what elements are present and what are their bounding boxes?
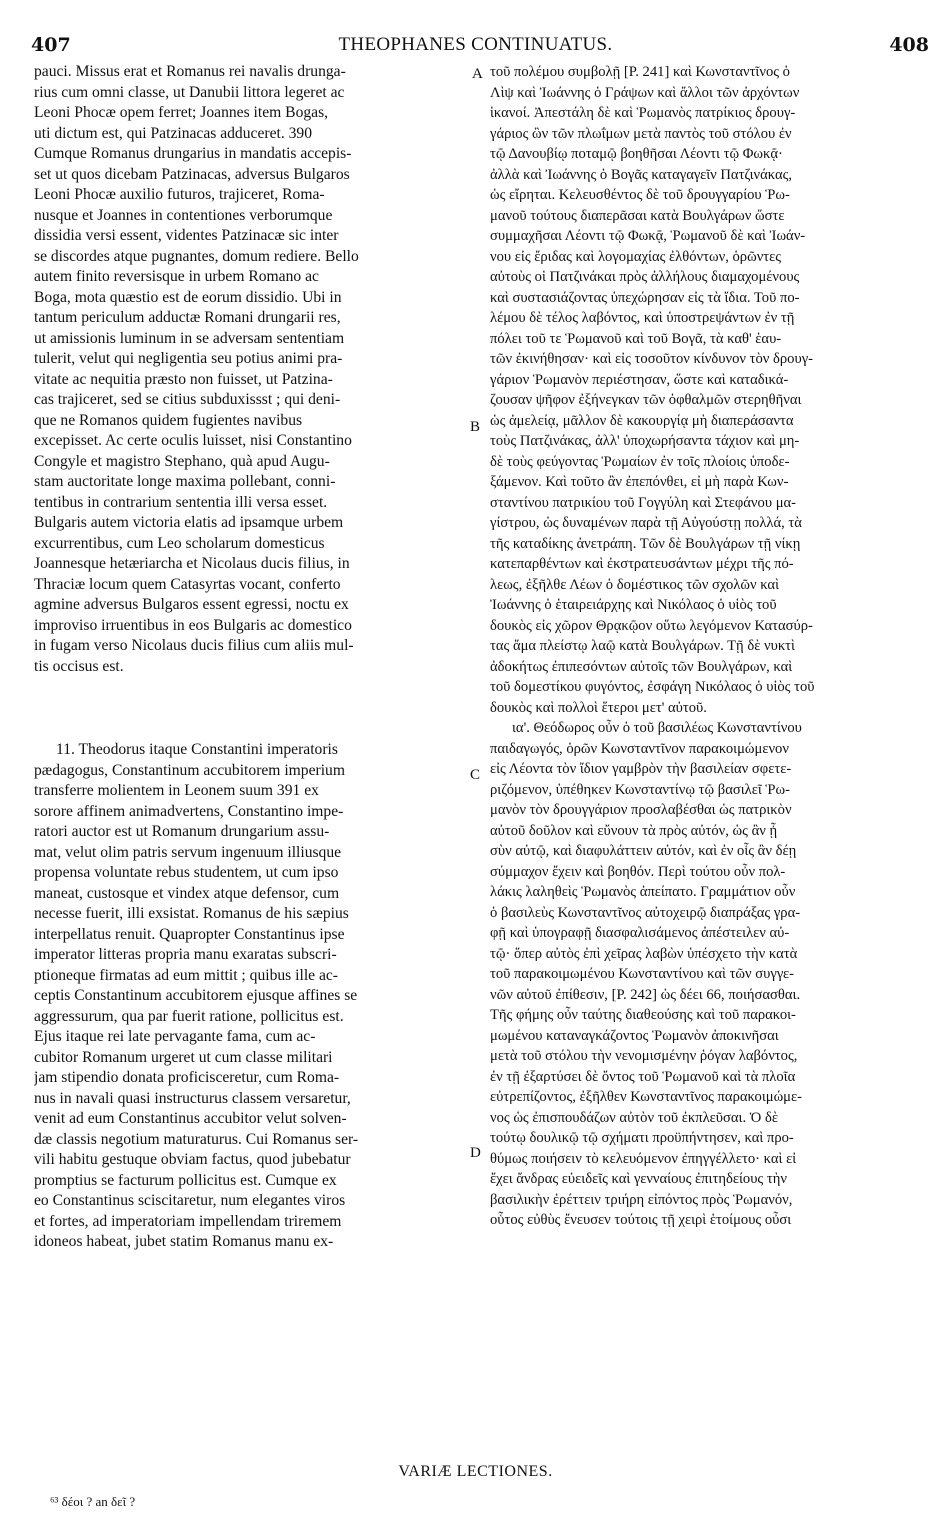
latin-text-line: sorore affinem animadvertens, Constantino impe- xyxy=(34,802,344,820)
greek-text-line: συμμαχῆσαι Λέοντι τῷ Φωκᾷ, Ῥωμανοῦ δὲ καὶ Ἰωάν- xyxy=(490,228,806,244)
latin-text-line: tantum periculum adductæ Romani drungarii res, xyxy=(34,309,341,326)
greek-text-line: τῆς καταδίκης ἀνετράπη. Τῶν δὲ Βουλγάρων τῇ νίκῃ xyxy=(490,535,801,552)
greek-text-line: τας ἅμα πλείστῳ λαῷ κατὰ Βουλγάρων. Τῇ δὲ νυκτὶ xyxy=(490,638,795,654)
greek-text-line: παιδαγωγός, ὁρῶν Κωνσταντῖνον παρακοιμώμενον xyxy=(490,740,789,757)
greek-text-line: ἀλλὰ καὶ Ἰωάννης ὁ Βογᾶς καταγαγεῖν Πατζινάκας, xyxy=(490,166,793,183)
latin-text-line: se discordes atque pugnantes, domum rediere. Bello xyxy=(34,247,359,265)
greek-text-line: θύμως ποιήσειν τὸ κελευόμενον ἐπηγγέλλετο· καὶ εἰ xyxy=(490,1150,797,1167)
latin-text-line: dissidia versi essent, videntes Patzinacæ sic inter xyxy=(34,227,339,244)
latin-text-line: que ne Romanos quidem fugientes navibus xyxy=(34,411,303,429)
greek-text-line: μετὰ τοῦ στόλου τὴν νενομισμένην ῥόγαν λαβόντος, xyxy=(490,1048,798,1064)
latin-text-line: cubitor Romanum urgeret ut cum classe militari xyxy=(34,1048,333,1066)
greek-text-line: γάριον Ῥωμανὸν περιέστησαν, ὥστε καὶ καταδικά- xyxy=(490,371,789,388)
greek-text-line: σταντίνου πατρικίου τοῦ Γογγύλη καὶ Στεφάνου μα- xyxy=(490,494,797,511)
footnote: ⁶³ δέοι ? an δεῖ ? xyxy=(50,1494,136,1509)
latin-text-line: dæ classis negotium maturaturus. Cui Romanus ser- xyxy=(34,1130,359,1148)
latin-text-line: pædagogus, Constantinum accubitorem imperium xyxy=(34,761,345,779)
latin-text-line: propensa voluntate rebus studentem, ut cum ipso xyxy=(34,864,339,881)
latin-text-line: transferre molientem in Leonem suum 391 ex xyxy=(34,782,319,799)
latin-text-line: autem finito reversisque in urbem Romano ac xyxy=(34,268,319,285)
latin-text-line: Ejus itaque rei late pervagante fama, cum ac- xyxy=(34,1028,316,1045)
latin-text-line: in fugam verso Nicolaus ducis filius cum aliis mul- xyxy=(34,637,354,654)
margin-letter-b: B xyxy=(470,419,481,435)
greek-text-line: οὗτος εὐθὺς ἔνευσεν τούτοις τῇ χειρὶ ἑτοίμους οὖσι xyxy=(490,1212,792,1228)
latin-text-line: imperator litteras propria manu exaratas subscri- xyxy=(34,946,337,963)
latin-text-line: interpellatus renuit. Quapropter Constantinus ipse xyxy=(34,925,345,943)
latin-text-line: cas trajiceret, sed se citius subduxissst ; qui deni- xyxy=(34,391,341,408)
greek-text-line: ἱκανοί. Ἀπεστάλη δὲ καὶ Ῥωμανὸς πατρίκιος δρουγ- xyxy=(490,105,796,121)
latin-text-line: excurrentibus, cum Leo scholarum domesticus xyxy=(34,534,325,552)
greek-text-line: ἐν τῇ ἐξαρτύσει δὲ ὄντος τοῦ Ῥωμανοῦ καὶ τὰ πλοῖα xyxy=(490,1068,796,1085)
greek-text-line: τοῦ πολέμου συμβολῇ [P. 241] καὶ Κωνσταντῖνος ὁ xyxy=(490,64,790,80)
greek-text-line: τούτῳ δουλικῷ τῷ σχήματι προϋπήντησεν, καὶ προ- xyxy=(490,1130,794,1146)
latin-text-line: Bulgaris autem victoria elatis ad ipsamque urbem xyxy=(34,514,344,531)
greek-text-line: ὡς ἀμελείᾳ, μᾶλλον δὲ κακουργίᾳ μὴ διαπεράσαντα xyxy=(490,412,794,429)
greek-text-line: σὺν αὐτῷ, καὶ διαφυλάττειν αὐτόν, καὶ ἐν οἷς ἂν δέῃ xyxy=(490,843,797,859)
greek-text-line: νου εἰς ἔριδας καὶ λογομαχίας ἐλθόντων, ὁρῶντες xyxy=(490,248,782,265)
section-gap xyxy=(34,677,466,740)
latin-text-line: set ut quos dicebam Patzinacas, adversus Bulgaros xyxy=(34,165,350,183)
latin-text-line: nusque et Joannes in contentiones verborumque xyxy=(34,206,333,224)
latin-text-line: improviso irruentibus in eos Bulgaris ac domestico xyxy=(34,616,352,634)
greek-text-line: δουκὸς καὶ πολλοὶ ἕτεροι μετ' αὐτοῦ. xyxy=(490,699,707,716)
margin-letter-c: C xyxy=(470,767,481,783)
greek-text-line: μανὸν τὸν δρουγγάριον προσλαβέσθαι ὡς πατρικὸν xyxy=(490,802,792,818)
greek-text-line: Λὶψ καὶ Ἰωάννης ὁ Γράψων καὶ ἄλλοι τῶν ἀρχόντων xyxy=(490,84,800,101)
latin-text-line: ptioneque firmatas ad eum mittit ; quibus ille ac- xyxy=(34,966,339,984)
latin-text-line: jam stipendio donata proficisceretur, cum Roma- xyxy=(34,1069,340,1086)
latin-column xyxy=(34,62,466,1253)
latin-text-line: et fortes, ad imperatoriam impellendam triremem xyxy=(34,1212,342,1230)
greek-text-line: τοῦ παρακοιμωμένου Κωνσταντίνου καὶ τῶν συγγε- xyxy=(490,966,795,982)
greek-text-line: τῶν ἐκινήθησαν· καὶ εἰς τοσοῦτον κίνδυνον τὸν δρουγ- xyxy=(490,351,814,367)
variae-lectiones-heading: VARIÆ LECTIONES. xyxy=(398,1463,553,1480)
right-page-number: 408 xyxy=(889,34,929,56)
greek-text-line: ια'. Θεόδωρος οὖν ὁ τοῦ βασιλέως Κωνσταντίνου xyxy=(512,720,802,736)
greek-text-line: τοὺς Πατζινάκας, ἀλλ' ὑποχωρήσαντα τάχιον καὶ μη- xyxy=(490,433,800,449)
latin-text-line: nus in navali quasi instructurus classem versaretur, xyxy=(34,1089,351,1107)
greek-text-line: ξάμενον. Καὶ τοῦτο ἂν ἐπεπόνθει, εἰ μὴ παρὰ Κων- xyxy=(490,474,789,490)
latin-text-line: uti dictum est, qui Patzinacas adduceret. 390 xyxy=(34,124,313,142)
greek-text-line: γίστρου, ὡς δυναμένων παρὰ τῇ Αὐγούστῃ πολλά, τὰ xyxy=(490,515,802,531)
greek-text-line: ὁ βασιλεὺς Κωνσταντῖνος αὐτοχειρῷ διαπράξας γρα- xyxy=(490,904,801,921)
latin-text-line: eo Constantinus sciscitaretur, num elegantes viros xyxy=(34,1192,346,1209)
latin-text-line: maneat, custosque et vindex atque defensor, cum xyxy=(34,884,340,902)
greek-text-line: αὐτοῦ δοῦλον καὶ εὔνουν τὰ πρὸς αὐτόν, ὡς ἂν ᾖ xyxy=(490,822,778,839)
greek-text-line: λάκις λαληθεὶς Ῥωμανὸς ἀπείπατο. Γραμμάτιον οὖν xyxy=(490,884,796,900)
greek-text-line: τῷ· ὅπερ αὐτὸς ἐπὶ χεῖρας λαβὼν ὑπέσχετο τὴν κατὰ xyxy=(490,945,798,962)
margin-letter-d: D xyxy=(470,1145,481,1161)
greek-text-line: σύμμαχον ἔχειν καὶ βοηθόν. Περὶ τούτου οὖν πολ- xyxy=(490,863,786,880)
greek-text-line: γάριος ὢν τῶν πλωΐμων μετὰ παντὸς τοῦ στόλου ἐν xyxy=(490,125,792,142)
greek-text-line: βασιλικὴν ἐρέττειν τριήρη εἰπόντος πρὸς Ῥωμανόν, xyxy=(490,1191,793,1208)
latin-text-line: tis occisus est. xyxy=(34,657,124,675)
greek-text-line: λέμου δὲ τέλος λαβόντος, καὶ ὑποστρεψάντων ἐν τῇ xyxy=(490,310,795,326)
latin-text-line: Congyle et magistro Stephano, quà apud Augu- xyxy=(34,452,330,470)
greek-text-line: ριζόμενον, ὑπέθηκεν Κωνσταντίνῳ τῷ βασιλεῖ Ῥω- xyxy=(490,781,791,798)
latin-text-line: idoneos habeat, jubet statim Romanus manu ex- xyxy=(34,1233,334,1250)
greek-text-line: φῇ καὶ ὑπογραφῇ διασφαλισάμενος ἀπέστειλεν αὐ- xyxy=(490,925,790,941)
greek-text-line: λεως, ἐξῆλθε Λέων ὁ δομέστικος τῶν σχολῶν καὶ xyxy=(490,576,780,593)
latin-text-line: pauci. Missus erat et Romanus rei navalis drunga- xyxy=(34,63,346,80)
greek-text-line: μανοῦ τούτους διαπερᾶσαι κατὰ Βουλγάρων ὥστε xyxy=(490,207,785,224)
greek-text-line: ζουσαν ψῆφον ἐξήνεγκαν τῶν ὀφθαλμῶν στερηθῆναι xyxy=(490,392,802,408)
latin-text-line: Joannesque hetæriarcha et Nicolaus ducis filius, in xyxy=(34,555,350,572)
latin-text-line: Boga, mota quæstio est de eorum dissidio. Ubi in xyxy=(34,288,342,306)
greek-text-line: μωμένου καταναγκάζοντος Ῥωμανὸν ἀποκινῆσαι xyxy=(490,1027,779,1044)
latin-text-line: tulerit, velut qui negligentia seu potius animi pra- xyxy=(34,350,343,367)
latin-text-line: agmine adversus Bulgaros essent egressi, noctu ex xyxy=(34,596,349,613)
greek-text-line: τοῦ δομεστίκου φυγόντος, ἐσφάγη Νικόλαος ὁ υἱὸς τοῦ xyxy=(490,679,815,695)
greek-text-line: ὡς εἴρηται. Κελευσθέντος δὲ τοῦ δρουγγαρίου Ῥω- xyxy=(490,187,790,203)
running-header xyxy=(0,34,951,60)
latin-text-line: Leoni Phocæ auxilio futuros, trajiceret, Roma- xyxy=(34,186,325,203)
greek-text-line: αὐτοὺς οἱ Πατζινάκαι πρὸς ἀλλήλους διαμαχομένους xyxy=(490,269,800,285)
margin-letter-a: A xyxy=(472,66,483,82)
greek-text-line: τῷ Δανουβίῳ ποταμῷ βοηθῆσαι Λέοντι τῷ Φωκᾷ· xyxy=(490,146,783,162)
latin-text-line: rius cum omni classe, ut Danubii littora legeret ac xyxy=(34,83,345,101)
latin-text-line: necesse fuerit, illi exsistat. Romanus de his sæpius xyxy=(34,905,349,922)
latin-text-line: Cumque Romanus drungarius in mandatis accepis- xyxy=(34,145,352,162)
latin-text-line: aggressurum, qua par fuerit ratione, pollicitus est. xyxy=(34,1007,344,1025)
latin-text-line: 11. Theodorus itaque Constantini imperatoris xyxy=(56,741,338,758)
latin-text-line: vitate ac nequitia præsto non fuisset, ut Patzina- xyxy=(34,370,333,388)
greek-text-line: ἔχει ἄνδρας εὐειδεῖς καὶ γενναίους ἐπιτηδείους τὴν xyxy=(490,1171,787,1187)
latin-text-line: Thraciæ locum quem Catasyrtas vocant, conferto xyxy=(34,575,341,593)
greek-text-line: νῶν αὐτοῦ ἐπίθεσιν, [P. 242] ὡς δέει 66, ποιήσασθαι. xyxy=(490,986,801,1003)
greek-text-line: καὶ συστασιάζοντας ὑπεχώρησαν εἰς τὰ ἴδια. Τοῦ πο- xyxy=(490,289,800,306)
greek-text-line: νος ὡς ἐπισπουδάζων αὐτὸν τοῦ ἐκπλεῦσαι. Ὁ δὲ xyxy=(490,1109,778,1126)
left-page-number: 407 xyxy=(31,34,71,56)
greek-text-line: πόλει τοῦ τε Ῥωμανοῦ καὶ τοῦ Βογᾶ, τὰ καθ' ἑαυ- xyxy=(490,330,782,347)
greek-text-line: Τῆς φήμης οὖν ταύτης διαθεούσης καὶ τοῦ παρακοι- xyxy=(490,1007,796,1023)
greek-text-line: ἀδοκήτως ἐπιπεσόντων αὐτοῖς τῶν Βουλγάρων, καὶ xyxy=(490,658,793,675)
greek-text-line: εἰς Λέοντα τὸν ἴδιον γαμβρὸν τὴν βασιλείαν σφετε- xyxy=(490,761,792,777)
greek-text-line: εὐτρεπίζοντος, ἐξῆλθεν Κωνσταντῖνος παρακοιμώμε- xyxy=(490,1089,802,1105)
latin-text-line: mat, velut olim patris servum ingenuum illiusque xyxy=(34,843,342,861)
latin-text-line: promptius se facturum pollicitus est. Cumque ex xyxy=(34,1171,337,1189)
latin-text-line: ratori auctor est ut Romanum drungarium assu- xyxy=(34,823,330,840)
latin-text-line: excepisset. Ac certe oculis luisset, nisi Constantino xyxy=(34,432,352,449)
greek-text-line: δὲ τοὺς φεύγοντας Ῥωμαίων ἐν τοῖς πλοίοις ὑποδε- xyxy=(490,453,790,470)
latin-text-line: Leoni Phocæ opem ferret; Joannes item Bogas, xyxy=(34,104,329,121)
greek-text-line: κατεπαρθέντων καὶ ἐκστρατευσάντων μέχρι τῆς πό- xyxy=(490,556,794,572)
latin-text-line: ceptis Constantinum accubitorem ejusque affines se xyxy=(34,987,358,1004)
latin-text-line: vili habitu gestuque obviam factus, quod jubebatur xyxy=(34,1151,351,1168)
running-title: THEOPHANES CONTINUATUS. xyxy=(338,34,613,55)
latin-text-line: ut amissionis luminum in se adversam sententiam xyxy=(34,329,345,347)
latin-text-line: stam auctoritate longe maxima pollebant, conni- xyxy=(34,473,336,490)
greek-text-line: δουκὸς εἰς χῶρον Θρᾳκῷον οὕτω λεγόμενον Κατασύρ- xyxy=(490,617,813,634)
latin-text-line: venit ad eum Constantinus accubitor velut solven- xyxy=(34,1110,347,1127)
greek-column xyxy=(490,62,926,1231)
latin-text-line: tentibus in contrarium sententia illi versa esset. xyxy=(34,493,328,511)
greek-text-line: Ἰωάννης ὁ ἑταιρειάρχης καὶ Νικόλαος ὁ υἱὸς τοῦ xyxy=(490,597,777,613)
